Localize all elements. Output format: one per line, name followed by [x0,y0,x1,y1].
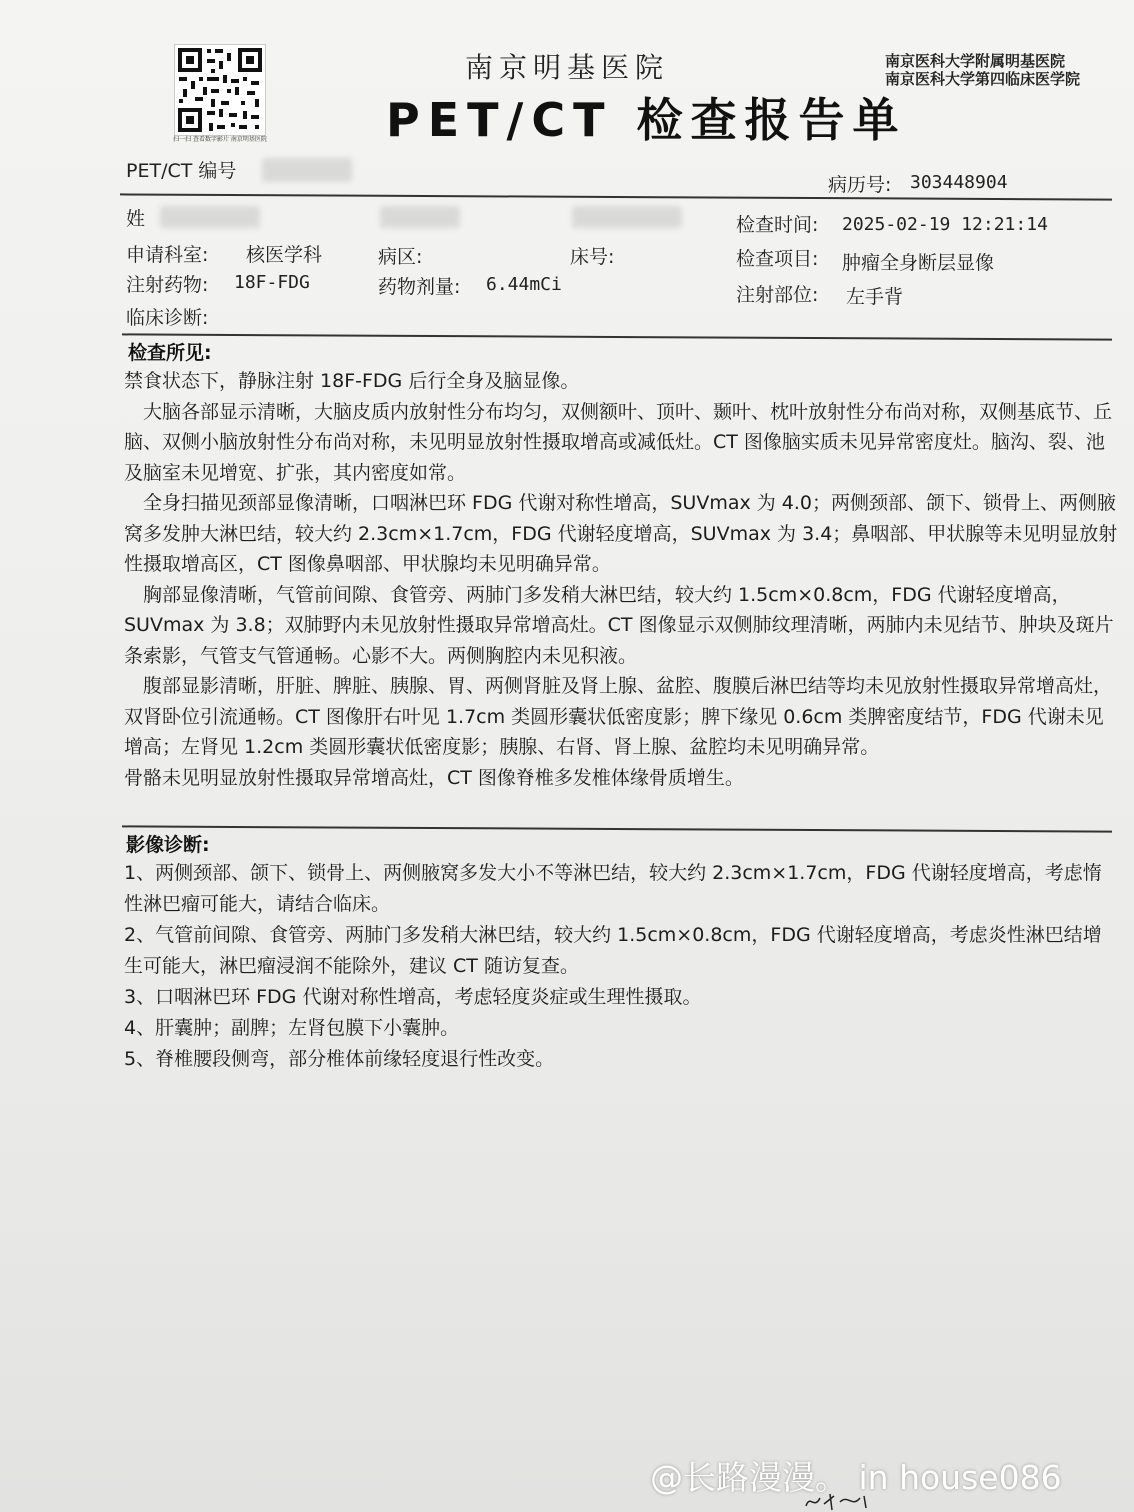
findings-heading: 检查所见: [128,342,212,364]
exam-item-value: 肿瘤全身断层显像 [842,252,995,274]
findings-body [124,366,1120,793]
affiliation [885,52,1080,88]
dose-value: 6.44mCi [486,274,562,295]
name-label: 姓 [126,208,146,230]
redacted-field [380,206,460,228]
findings-paragraph: 大脑各部显示清晰，大脑皮质内放射性分布均匀，双侧额叶、顶叶、颞叶、枕叶放射性分布尚对称，双侧基底节、丘脑、双侧小脑放射性分布尚对称，未见明显放射性摄取增高或减低灶。CT 图像脑实质未见异常密度灶。脑沟、裂、池及脑室未见增宽、扩张，其内密度如常。 [124,400,1113,484]
drug-label: 注射药物: [126,274,209,296]
divider [122,333,1112,340]
drug-value: 18F-FDG [234,272,310,293]
dept-label: 申请科室: [126,244,209,266]
diagnosis-item: 3、口咽淋巴环 FDG 代谢对称性增高，考虑轻度炎症或生理性摄取。 [124,986,702,1008]
record-no-label: 病历号: [828,174,892,196]
qr-caption: 扫一扫 查看数字影片 南京明基医院 [173,136,267,143]
divider [122,825,1112,832]
dept-value: 核医学科 [246,244,323,266]
redacted-field [262,158,352,182]
hospital-name: 南京明基医院 [464,51,669,84]
redacted-field [572,206,682,228]
site-value: 左手背 [846,286,904,308]
site-label: 注射部位: [736,284,819,306]
findings-paragraph: 腹部显影清晰，肝脏、脾脏、胰腺、胃、两侧肾脏及肾上腺、盆腔、腹膜后淋巴结等均未见放射性摄取异常增高灶，双肾卧位引流通畅。CT 图像肝右叶见 1.7cm 类圆形囊状低密度影；脾下缘见 0.6cm 类脾密度结节，FDG 代谢未见增高；左肾见 1.2cm 类圆形囊状低密度影；胰腺、右肾、肾上腺、盆腔均未见明确异常。 [124,675,1113,758]
diagnosis-item: 5、脊椎腰段侧弯，部分椎体前缘轻度退行性改变。 [124,1048,555,1070]
findings-paragraph: 禁食状态下，静脉注射 18F-FDG 后行全身及脑显像。 [124,370,580,392]
exam-item-label: 检查项目: [736,248,819,270]
findings-paragraph: 全身扫描见颈部显像清晰，口咽淋巴环 FDG 代谢对称性增高，SUVmax 为 4.0；两侧颈部、颌下、锁骨上、两侧腋窝多发肿大淋巴结，较大约 2.3cm×1.7cm，FDG 代谢轻度增高，SUVmax 为 3.4；鼻咽部、甲状腺等未见明显放射性摄取增高区，CT 图像鼻咽部、甲状腺均未见明确异常。 [124,492,1118,575]
diagnosis-item: 2、气管前间隙、食管旁、两肺门多发稍大淋巴结，较大约 1.5cm×0.8cm，FDG 代谢轻度增高，考虑炎性淋巴结增生可能大，淋巴瘤浸润不能除外，建议 CT 随访复查。 [124,924,1102,977]
affiliation-line: 南京医科大学附属明基医院 [885,52,1066,70]
clinical-diagnosis-label: 临床诊断: [126,307,209,329]
dose-label: 药物剂量: [378,276,461,298]
diagnosis-body [124,858,1120,1075]
affiliation-line: 南京医科大学第四临床医学院 [885,70,1081,88]
findings-paragraph: 骨骼未见明显放射性摄取异常增高灶，CT 图像脊椎多发椎体缘骨质增生。 [124,766,744,789]
exam-time-label: 检查时间: [736,214,819,236]
watermark: @长路漫漫。 in house086 [650,1458,1062,1497]
ward-label: 病区: [378,246,423,268]
diagnosis-item: 4、肝囊肿；副脾；左肾包膜下小囊肿。 [124,1017,460,1039]
diagnosis-item: 1、两侧颈部、颌下、锁骨上、两侧腋窝多发大小不等淋巴结，较大约 2.3cm×1.7cm，FDG 代谢轻度增高，考虑惰性淋巴瘤可能大，请结合临床。 [124,862,1102,915]
bed-label: 床号: [570,246,615,268]
divider [120,193,1112,200]
report-title: PET/CT 检查报告单 [386,93,907,147]
redacted-field [160,206,260,228]
record-no-value: 303448904 [910,172,1008,193]
findings-paragraph: 胸部显像清晰，气管前间隙、食管旁、两肺门多发稍大淋巴结，较大约 1.5cm×0.8cm，FDG 代谢轻度增高，SUVmax 为 3.8；双肺野内未见放射性摄取异常增高灶。CT 图像显示双侧肺纹理清晰，两肺内未见结节、肿块及斑片条索影，气管支气管通畅。心影不大。两侧胸腔内未见积液。 [124,583,1114,667]
exam-time-value: 2025-02-19 12:21:14 [842,214,1048,235]
petct-no-label: PET/CT 编号 [126,160,237,182]
diagnosis-heading: 影像诊断: [126,834,210,856]
